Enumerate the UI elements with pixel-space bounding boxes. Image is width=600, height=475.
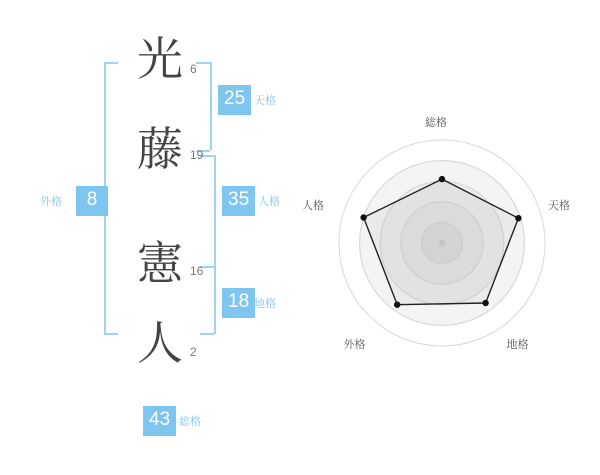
radar-chart-svg xyxy=(300,0,600,470)
score-value-gaikaku: 8 xyxy=(76,186,108,216)
radar-axis-label-gaikaku: 外格 xyxy=(343,338,366,352)
radar-axis-label-jinkaku: 人格 xyxy=(302,199,325,213)
stroke-count: 16 xyxy=(190,264,204,278)
bracket-tenkaku-top xyxy=(196,62,210,64)
score-label-soukaku: 総格 xyxy=(179,415,201,428)
score-label-gaikaku: 外格 xyxy=(40,195,62,208)
stroke-count: 6 xyxy=(190,62,197,76)
radar-axis-label-chikaku: 地格 xyxy=(506,338,529,352)
score-value-chikaku: 18 xyxy=(222,288,255,318)
name-score-panel xyxy=(0,0,300,470)
stroke-count: 19 xyxy=(190,148,204,162)
radar-axis-label-tenkaku: 天格 xyxy=(547,199,570,213)
bracket-chikaku-bottom xyxy=(200,333,214,335)
name-character: 藤 xyxy=(137,122,183,176)
score-value-jinkaku: 35 xyxy=(222,186,255,216)
score-label-jinkaku: 人格 xyxy=(258,195,280,208)
bracket-chikaku-vertical xyxy=(214,266,216,334)
score-value-soukaku: 43 xyxy=(143,406,176,436)
stroke-count: 2 xyxy=(190,345,197,359)
name-character: 光 xyxy=(137,32,183,86)
bracket-outer-top xyxy=(104,62,118,64)
name-character: 憲 xyxy=(137,236,183,290)
name-character: 人 xyxy=(137,316,183,370)
bracket-tenkaku-vertical xyxy=(210,62,212,150)
score-label-tenkaku: 天格 xyxy=(254,94,276,107)
bracket-jinkaku-vertical xyxy=(214,155,216,267)
score-label-chikaku: 地格 xyxy=(254,297,276,310)
bracket-outer-bottom xyxy=(104,333,118,335)
radar-chart xyxy=(300,0,600,470)
radar-axis-label-soukaku: 総格 xyxy=(425,116,447,129)
score-value-tenkaku: 25 xyxy=(218,85,251,115)
